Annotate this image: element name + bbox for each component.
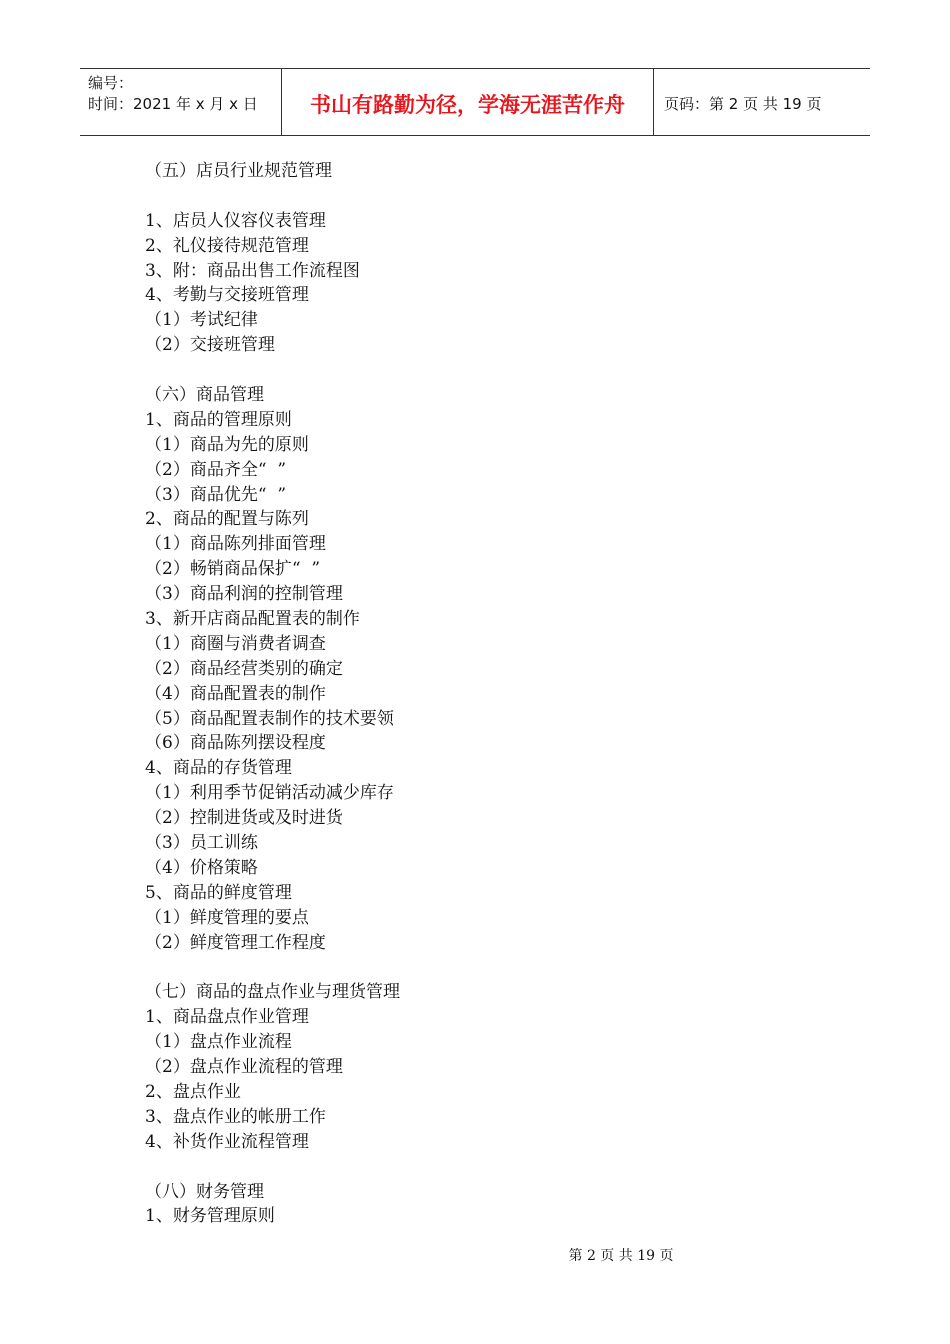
document-body bbox=[145, 159, 400, 1229]
outline-line: （1）鲜度管理的要点 bbox=[145, 907, 309, 928]
outline-line: （3）商品利润的控制管理 bbox=[145, 584, 343, 605]
outline-line: （6）商品陈列摆设程度 bbox=[145, 733, 326, 754]
outline-line: （1）考试纪律 bbox=[145, 310, 258, 331]
outline-line: （5）商品配置表制作的技术要领 bbox=[145, 708, 394, 729]
outline-line: （2）盘点作业流程的管理 bbox=[145, 1057, 343, 1078]
outline-line: （2）商品经营类别的确定 bbox=[145, 658, 343, 679]
outline-line: 4、商品的存货管理 bbox=[145, 758, 292, 779]
outline-line: （1）盘点作业流程 bbox=[145, 1032, 292, 1053]
outline-line: 3、盘点作业的帐册工作 bbox=[145, 1106, 326, 1127]
outline-line: （八）财务管理 bbox=[145, 1181, 264, 1202]
header-page-cell bbox=[654, 69, 870, 135]
outline-line: （2）控制进货或及时进货 bbox=[145, 808, 343, 829]
outline-line: （2）交接班管理 bbox=[145, 335, 275, 356]
outline-line: 1、财务管理原则 bbox=[145, 1206, 275, 1227]
outline-line: （2）畅销商品保扩“ ” bbox=[145, 559, 321, 580]
outline-line: （七）商品的盘点作业与理货管理 bbox=[145, 982, 400, 1003]
outline-line: 1、店员人仪容仪表管理 bbox=[145, 210, 326, 231]
header-motto-cell bbox=[282, 69, 654, 135]
outline-line: 1、商品盘点作业管理 bbox=[145, 1007, 309, 1028]
blank-line bbox=[145, 358, 400, 383]
outline-line: （1）商圈与消费者调查 bbox=[145, 633, 326, 654]
outline-line: （1）商品陈列排面管理 bbox=[145, 534, 326, 555]
date-label: 时间：2021 年 x 月 x 日 bbox=[88, 95, 258, 113]
outline-line: （1）利用季节促销活动减少库存 bbox=[145, 783, 394, 804]
blank-line bbox=[145, 956, 400, 981]
outline-line: （1）商品为先的原则 bbox=[145, 434, 309, 455]
outline-line: （3）员工训练 bbox=[145, 833, 258, 854]
outline-line: 2、礼仪接待规范管理 bbox=[145, 235, 309, 256]
outline-line: 3、新开店商品配置表的制作 bbox=[145, 609, 360, 630]
outline-line: （4）商品配置表的制作 bbox=[145, 683, 326, 704]
page-footer bbox=[0, 1245, 950, 1265]
header-meta-cell bbox=[80, 69, 282, 135]
outline-line: 5、商品的鲜度管理 bbox=[145, 882, 292, 903]
blank-line bbox=[145, 184, 400, 209]
serial-number-label: 编号： bbox=[88, 74, 134, 92]
outline-line: 2、商品的配置与陈列 bbox=[145, 509, 309, 530]
footer-page-number: 第 2 页 共 19 页 bbox=[568, 1248, 674, 1264]
outline-line: （五）店员行业规范管理 bbox=[145, 161, 332, 181]
outline-line: （3）商品优先“ ” bbox=[145, 484, 287, 505]
header-motto: 书山有路勤为径，学海无涯苦作舟 bbox=[310, 93, 625, 117]
outline-line: 1、商品的管理原则 bbox=[145, 409, 292, 430]
outline-line: 4、补货作业流程管理 bbox=[145, 1131, 309, 1152]
outline-line: （2）鲜度管理工作程度 bbox=[145, 932, 326, 953]
outline-line: 3、附：商品出售工作流程图 bbox=[145, 260, 360, 281]
page-header bbox=[80, 68, 870, 136]
outline-line: （4）价格策略 bbox=[145, 857, 258, 878]
outline-line: （六）商品管理 bbox=[145, 385, 264, 406]
outline-line: 2、盘点作业 bbox=[145, 1081, 241, 1102]
outline-line: （2）商品齐全“ ” bbox=[145, 459, 287, 480]
header-page-info: 页码：第 2 页 共 19 页 bbox=[664, 94, 822, 113]
blank-line bbox=[145, 1155, 400, 1180]
outline-line: 4、考勤与交接班管理 bbox=[145, 285, 309, 306]
